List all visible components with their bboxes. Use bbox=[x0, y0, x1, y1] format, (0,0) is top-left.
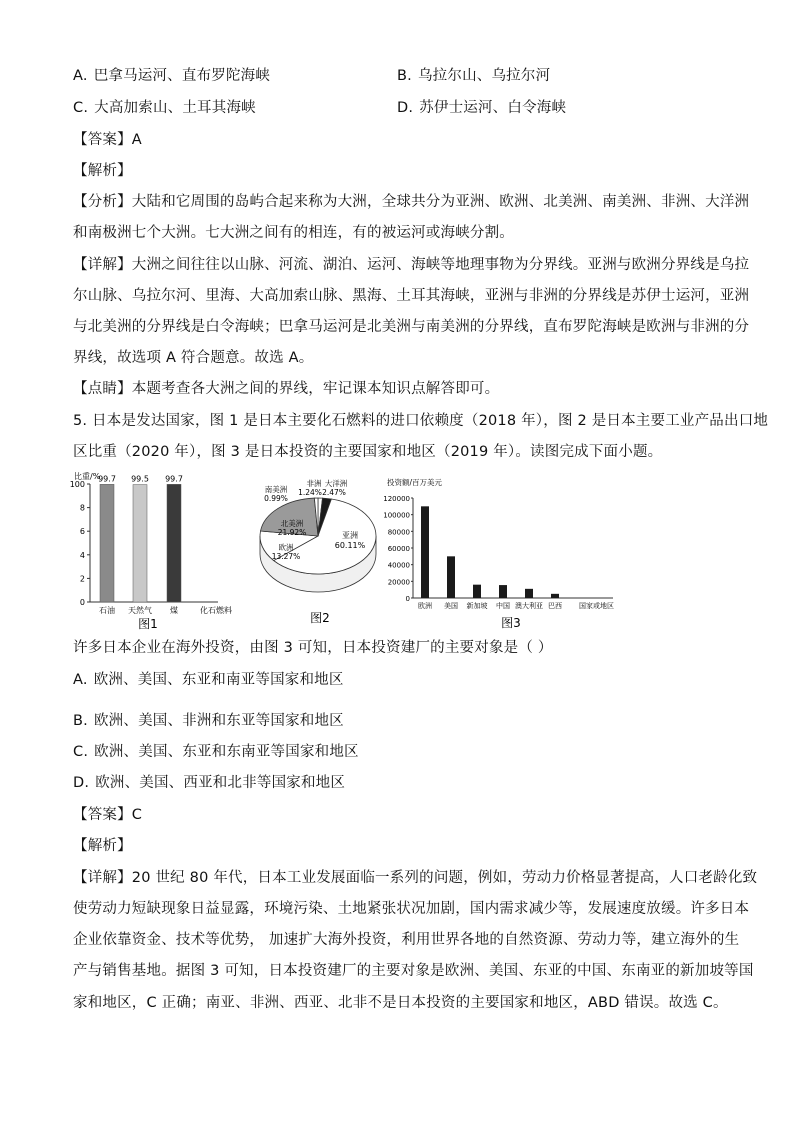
pie-value-label: 60.11% bbox=[334, 541, 366, 550]
q4-fenxi-line: 和南极洲七个大洲。七大洲之间有的相连，有的被运河或海峡分割。 bbox=[73, 225, 514, 241]
y-tick-label: 100000 bbox=[383, 511, 410, 520]
figure-2-pie-chart bbox=[258, 474, 388, 630]
q5-xiangjie-line: 使劳动力短缺现象日益显露，环境污染、土地紧张状况加剧，国内需求减少等，发展速度放缓。许多日本 bbox=[73, 901, 750, 917]
q4-xiangjie-line: 【详解】大洲之间往往以山脉、河流、湖泊、运河、海峡等地理事物为分界线。亚洲与欧洲分界线是乌拉 bbox=[73, 257, 750, 273]
figure-1-bar-chart bbox=[68, 470, 258, 630]
option-letter: B. bbox=[73, 713, 88, 729]
q5-xiangjie-line: 家和地区，C 正确；南亚、非洲、西亚、北非不是日本投资的主要国家和地区，ABD 错误。故选 C。 bbox=[73, 995, 728, 1011]
pie-label: 欧洲 bbox=[278, 543, 294, 552]
pie-value-label: 21.92% bbox=[277, 528, 307, 537]
q5-subquestion: 许多日本企业在海外投资，由图 3 可知，日本投资建厂的主要对象是（ ） bbox=[73, 640, 553, 656]
y-tick-label: 60000 bbox=[387, 545, 410, 553]
q4-dianjing: 【点睛】本题考查各大洲之间的界线，牢记课本知识点解答即可。 bbox=[73, 381, 500, 397]
pie-label: 非洲 bbox=[306, 479, 322, 488]
x-axis-tail-label: 化石燃料 bbox=[200, 606, 232, 615]
q5-option-a bbox=[73, 670, 344, 690]
q4-fenxi-line: 【分析】大陆和它周围的岛屿合起来称为大洲，全球共分为亚洲、欧洲、北美洲、南美洲、非洲、大洋洲 bbox=[73, 194, 750, 210]
x-tick-label: 煤 bbox=[170, 606, 178, 615]
q5-answer: 【答案】C bbox=[73, 807, 143, 823]
q5-stem-line: 区比重（2020 年），图 3 是日本投资的主要国家和地区（2019 年）。读图完成下面小题。 bbox=[73, 444, 663, 460]
option-text: 欧洲、美国、西亚和北非等国家和地区 bbox=[95, 775, 346, 791]
q5-xiangjie-line: 产与销售基地。据图 3 可知，日本投资建厂的主要对象是欧洲、美国、东亚的中国、东南亚的新加坡等国 bbox=[73, 963, 754, 979]
y-tick-label: 40000 bbox=[387, 561, 410, 570]
q5-jiexi-heading: 【解析】 bbox=[73, 838, 132, 854]
x-tick-label: 巴西 bbox=[548, 602, 562, 610]
x-tick-label: 美国 bbox=[444, 602, 458, 610]
bar-value-label: 99.7 bbox=[98, 474, 116, 484]
figure-3-bar-chart bbox=[383, 476, 633, 636]
bar-value-label: 99.5 bbox=[131, 474, 149, 484]
option-text: 欧洲、美国、非洲和东亚等国家和地区 bbox=[93, 713, 344, 729]
q4-option-a bbox=[73, 66, 270, 86]
pie-label: 大洋洲 bbox=[324, 479, 348, 488]
option-letter: D. bbox=[397, 100, 414, 116]
bar bbox=[447, 556, 455, 598]
y-tick-label: 6 bbox=[79, 527, 85, 537]
figure-caption: 图3 bbox=[501, 616, 521, 630]
q5-option-d bbox=[73, 773, 345, 793]
pie-value-label: 1.24% bbox=[298, 488, 322, 497]
pie-value-label: 0.99% bbox=[264, 494, 288, 503]
q5-option-b bbox=[73, 711, 344, 731]
y-tick-label: 0 bbox=[405, 595, 410, 603]
option-letter: B. bbox=[397, 68, 412, 84]
figure-caption: 图2 bbox=[310, 611, 330, 625]
option-letter: C. bbox=[73, 100, 89, 116]
q4-xiangjie-line: 尔山脉、乌拉尔河、里海、大高加索山脉、黑海、土耳其海峡，亚洲与非洲的分界线是苏伊士运河，亚洲 bbox=[73, 288, 750, 304]
option-text: 欧洲、美国、东亚和东南亚等国家和地区 bbox=[94, 744, 359, 760]
q4-option-b bbox=[397, 66, 550, 86]
figure-caption: 图1 bbox=[138, 617, 158, 630]
q5-xiangjie-line: 企业依靠资金、技术等优势， 加速扩大海外投资，利用世界各地的自然资源、劳动力等，建立海外的生 bbox=[73, 932, 740, 948]
q4-option-d bbox=[397, 98, 566, 118]
pie-value-label: 13.27% bbox=[271, 552, 301, 561]
option-letter: A. bbox=[73, 68, 88, 84]
q4-xiangjie-line: 界线，故选项 A 符合题意。故选 A。 bbox=[73, 350, 314, 366]
option-letter: D. bbox=[73, 775, 90, 791]
option-letter: A. bbox=[73, 672, 88, 688]
q4-jiexi-heading: 【解析】 bbox=[73, 163, 132, 179]
y-tick-label: 0 bbox=[79, 598, 85, 607]
y-axis-label: 比重/% bbox=[74, 472, 101, 481]
x-tick-label: 新加坡 bbox=[466, 602, 488, 610]
bar bbox=[133, 485, 147, 602]
y-axis-label: 投资额/百万美元 bbox=[387, 478, 443, 487]
q4-option-c bbox=[73, 98, 256, 118]
bar bbox=[473, 585, 481, 598]
q5-xiangjie-line: 【详解】20 世纪 80 年代，日本工业发展面临一系列的问题，例如，劳动力价格显著提高，人口老龄化致 bbox=[73, 870, 758, 886]
option-text: 大高加索山、土耳其海峡 bbox=[94, 100, 256, 116]
pie-value-label: 2.47% bbox=[322, 488, 346, 497]
x-axis-label: 国家或地区 bbox=[579, 602, 614, 610]
option-text: 巴拿马运河、直布罗陀海峡 bbox=[93, 68, 271, 84]
option-text: 苏伊士运河、白令海峡 bbox=[419, 100, 567, 116]
q4-xiangjie-line: 与北美洲的分界线是白令海峡；巴拿马运河是北美洲与南美洲的分界线，直布罗陀海峡是欧洲与非洲的分 bbox=[73, 319, 750, 335]
pie-label: 亚洲 bbox=[342, 531, 358, 540]
q4-answer: 【答案】A bbox=[73, 132, 142, 148]
pie-label: 南美洲 bbox=[264, 485, 288, 494]
bar bbox=[525, 589, 533, 598]
bar bbox=[551, 594, 559, 598]
y-tick-label: 4 bbox=[79, 550, 85, 560]
q5-stem-line: 5. 日本是发达国家，图 1 是日本主要化石燃料的进口依赖度（2018 年），图 2 是日本主要工业产品出口地 bbox=[73, 413, 769, 429]
bar bbox=[499, 585, 507, 598]
y-tick-label: 80000 bbox=[387, 528, 410, 537]
x-tick-label: 欧洲 bbox=[418, 602, 432, 610]
bar bbox=[100, 484, 114, 602]
bar-value-label: 99.7 bbox=[165, 474, 183, 484]
x-tick-label: 澳大利亚 bbox=[515, 602, 543, 610]
pie-label: 北美洲 bbox=[280, 519, 304, 528]
y-tick-label: 2 bbox=[79, 574, 85, 584]
x-tick-label: 石油 bbox=[99, 606, 115, 615]
y-tick-label: 120000 bbox=[383, 495, 410, 503]
bar bbox=[421, 506, 429, 598]
y-tick-label: 100 bbox=[69, 480, 85, 489]
x-tick-label: 中国 bbox=[496, 602, 510, 610]
y-tick-label: 8 bbox=[79, 503, 85, 513]
y-tick-label: 20000 bbox=[387, 578, 410, 587]
x-tick-label: 天然气 bbox=[128, 606, 152, 615]
option-letter: C. bbox=[73, 744, 89, 760]
bar bbox=[167, 484, 181, 602]
q5-option-c bbox=[73, 742, 359, 762]
option-text: 乌拉尔山、乌拉尔河 bbox=[417, 68, 551, 84]
option-text: 欧洲、美国、东亚和南亚等国家和地区 bbox=[93, 672, 344, 688]
